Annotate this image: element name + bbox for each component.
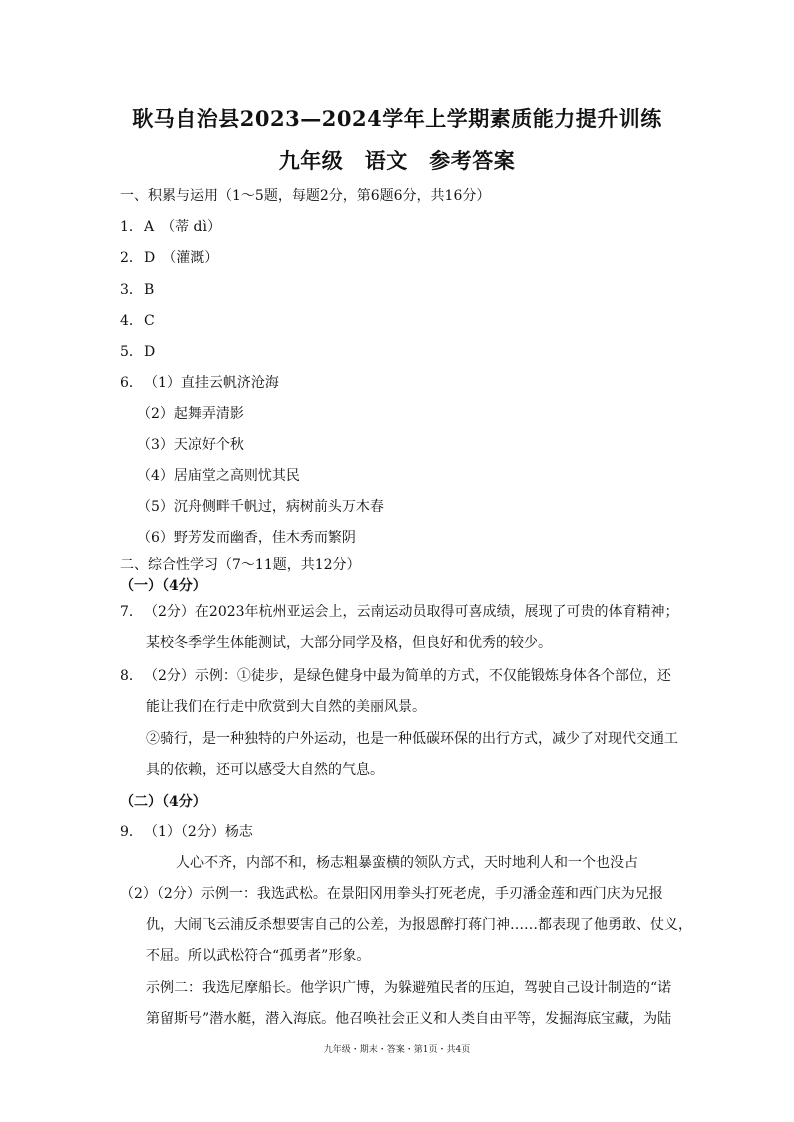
answer-subitem: （5）沉舟侧畔千帆过，病树前头万木春 <box>137 499 384 515</box>
answer-continuation: 示例二：我选尼摩船长。他学识广博，为躲避殖民者的压迫，驾驶自己设计制造的“诺 <box>146 980 672 996</box>
answer-number: 2． <box>120 250 143 266</box>
answer-continuation: 第留斯号”潜水艇，潜入海底。他召唤社会正义和人类自由平等，发掘海底宝藏，为陆 <box>146 1011 672 1027</box>
answer-number: 6． <box>120 375 143 391</box>
answer-text: （1）直挂云帆济沧海 <box>144 375 279 391</box>
answer-subitem: （3）天凉好个秋 <box>137 437 244 453</box>
answer-continuation: 某校冬季学生体能测试，大部分同学及格，但良好和优秀的较少。 <box>146 635 552 651</box>
part1-heading: （一）（4分） <box>120 578 207 594</box>
answer-number: 8． <box>120 668 143 684</box>
answer-text: D <box>144 344 156 360</box>
answer-subitem: （2）起舞弄清影 <box>137 406 244 422</box>
document-title: 耿马自治县2023—2024学年上学期素质能力提升训练 <box>132 106 662 131</box>
document-subtitle: 九年级 语文 参考答案 <box>278 148 516 173</box>
answer-text: D （灌溉） <box>144 250 219 266</box>
answer-number: 5． <box>120 344 143 360</box>
answer-text: （1）（2分）杨志 <box>144 824 253 840</box>
answer-continuation: 具的依赖，还可以感受大自然的气息。 <box>146 762 384 778</box>
answer-item-1 <box>120 217 221 237</box>
answer-text: （2分）示例：①徒步，是绿色健身中最为简单的方式，不仅能锻炼身体各个部位，还 <box>144 668 671 684</box>
answer-text: A （蒂 dì） <box>144 219 221 235</box>
part2-heading: （二）（4分） <box>120 794 207 810</box>
answer-text: （2分）在2023年杭州亚运会上，云南运动员取得可喜成绩，展现了可贵的体育精神； <box>144 604 679 620</box>
answer-continuation: 能让我们在行走中欣赏到大自然的美丽风景。 <box>146 699 426 715</box>
answer-continuation: ②骑行，是一种独特的户外运动，也是一种低碳环保的出行方式，减少了对现代交通工 <box>146 731 678 747</box>
answer-item-8 <box>120 666 671 686</box>
answer-number: 9． <box>120 824 143 840</box>
section1-heading: 一、积累与运用（1～5题，每题2分，第6题6分，共16分） <box>120 188 491 204</box>
answer-number: 7． <box>120 604 143 620</box>
answer-item-5 <box>120 342 155 362</box>
answer-item-2 <box>120 248 218 268</box>
answer-continuation: 人心不齐，内部不和，杨志粗暴蛮横的领队方式，天时地利人和一个也没占 <box>176 855 638 871</box>
answer-item-7 <box>120 602 679 622</box>
answer-number: 4． <box>120 313 143 329</box>
answer-text: C <box>144 313 155 329</box>
answer-continuation: （2）（2分）示例一：我选武松。在景阳冈用拳头打死老虎，手刃潘金莲和西门庆为兄报 <box>120 886 663 902</box>
answer-continuation: 仇，大闹飞云浦反杀想要害自己的公差，为报恩醉打蒋门神……都表现了他勇敢、仗义， <box>146 917 692 933</box>
answer-number: 3． <box>120 282 143 298</box>
answer-item-3 <box>120 280 154 300</box>
answer-continuation: 不屈。所以武松符合“孤勇者”形象。 <box>146 948 371 964</box>
answer-subitem: （6）野芳发而幽香，佳木秀而繁阴 <box>137 530 356 546</box>
answer-item-9 <box>120 822 253 842</box>
answer-item-4 <box>120 311 155 331</box>
answer-number: 1． <box>120 219 143 235</box>
answer-subitem: （4）居庙堂之高则忧其民 <box>137 468 300 484</box>
answer-item-6 <box>120 373 279 393</box>
answer-text: B <box>144 282 155 298</box>
section2-heading: 二、综合性学习（7～11题，共12分） <box>120 557 361 573</box>
page-footer: 九年级・期末・答案・第1页・共4页 <box>323 1045 471 1055</box>
